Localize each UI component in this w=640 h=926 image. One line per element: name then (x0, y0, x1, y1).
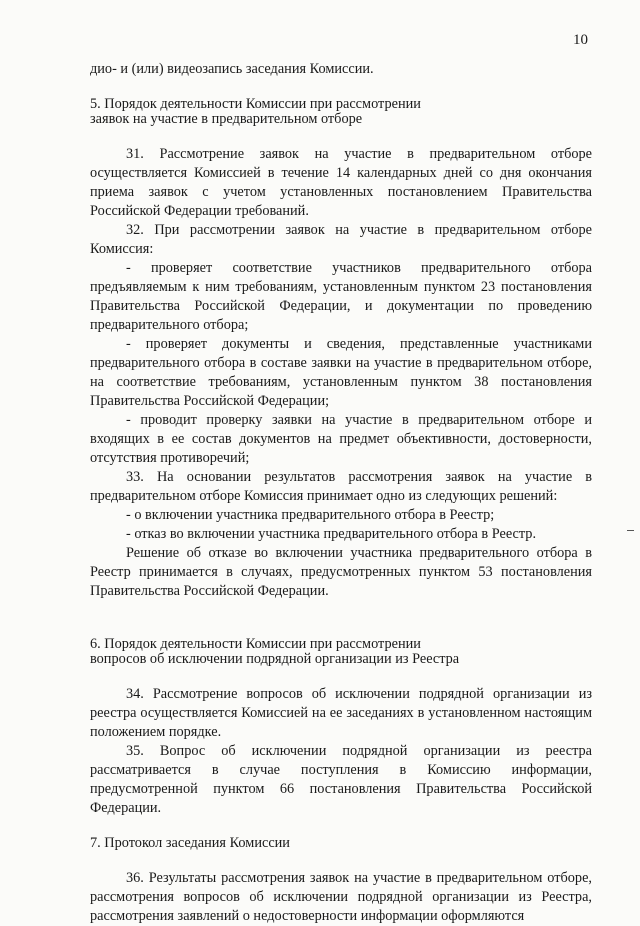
paragraph-35: 35. Вопрос об исключении подрядной организации из реестра рассматривается в случае поступления в Комиссию информации, предусмотренной пунктом 66 постановления Правительства Российской Федерации. (90, 743, 592, 816)
margin-mark (627, 530, 634, 531)
paragraph-36: 36. Результаты рассмотрения заявок на участие в предварительном отборе, рассмотрения вопросов об исключении подрядной организации из Реестра, рассмотрения заявлений о недостоверности информации оформляются (90, 870, 592, 924)
section-5-heading-line1: 5. Порядок деятельности Комиссии при рассмотрении (90, 96, 421, 112)
paragraph-33-item-2: - отказ во включении участника предварительного отбора в Реестр. (126, 526, 537, 542)
page-number: 10 (573, 32, 588, 48)
paragraph-33-item-1: - о включении участника предварительного отбора в Реестр; (126, 507, 495, 523)
paragraph-31: 31. Рассмотрение заявок на участие в предварительном отборе осуществляется Комиссией в течение 14 календарных дней со дня окончания приема заявок с учетом установленных постановлением Правительства Российской Федерации требований. (90, 146, 592, 219)
paragraph-34: 34. Рассмотрение вопросов об исключении подрядной организации из реестра осуществляется Комиссией на ее заседаниях в установленном настоящим положением порядке. (90, 686, 592, 740)
section-6-heading-line1: 6. Порядок деятельности Комиссии при рассмотрении (90, 636, 421, 652)
section-5-heading-line2: заявок на участие в предварительном отборе (90, 111, 363, 127)
paragraph-32-item-1: - проверяет соответствие участников предварительного отбора предъявляемым к ним требованиям, установленным пунктом 23 постановления Правительства Российской Федерации, и документации по проведению предварительного отбора; (90, 260, 592, 333)
section-6 (90, 637, 592, 818)
paragraph-32: 32. При рассмотрении заявок на участие в предварительном отборе Комиссия: (90, 222, 592, 257)
document-body (90, 60, 592, 926)
intro-text: дио- и (или) видеозапись заседания Комиссии. (90, 61, 374, 77)
paragraph-refusal: Решение об отказе во включении участника предварительного отбора в Реестр принимается в случаях, предусмотренных пунктом 53 постановления Правительства Российской Федерации. (90, 545, 592, 599)
section-5 (90, 97, 592, 601)
paragraph-33: 33. На основании результатов рассмотрения заявок на участие в предварительном отборе Комиссия принимает одно из следующих решений: (90, 469, 592, 504)
paragraph-32-item-3: - проводит проверку заявки на участие в предварительном отборе и входящих в ее состав документов на предмет объективности, достоверности, отсутствия противоречий; (90, 412, 592, 466)
section-7 (90, 836, 592, 926)
section-6-heading-line2: вопросов об исключении подрядной организации из Реестра (90, 651, 460, 667)
section-7-heading: 7. Протокол заседания Комиссии (90, 835, 290, 851)
paragraph-32-item-2: - проверяет документы и сведения, представленные участниками предварительного отбора в составе заявки на участие в предварительном отборе, на соответствие требованиям, установленным пунктом 38 постановления Правительства Российской Федерации; (90, 336, 592, 409)
